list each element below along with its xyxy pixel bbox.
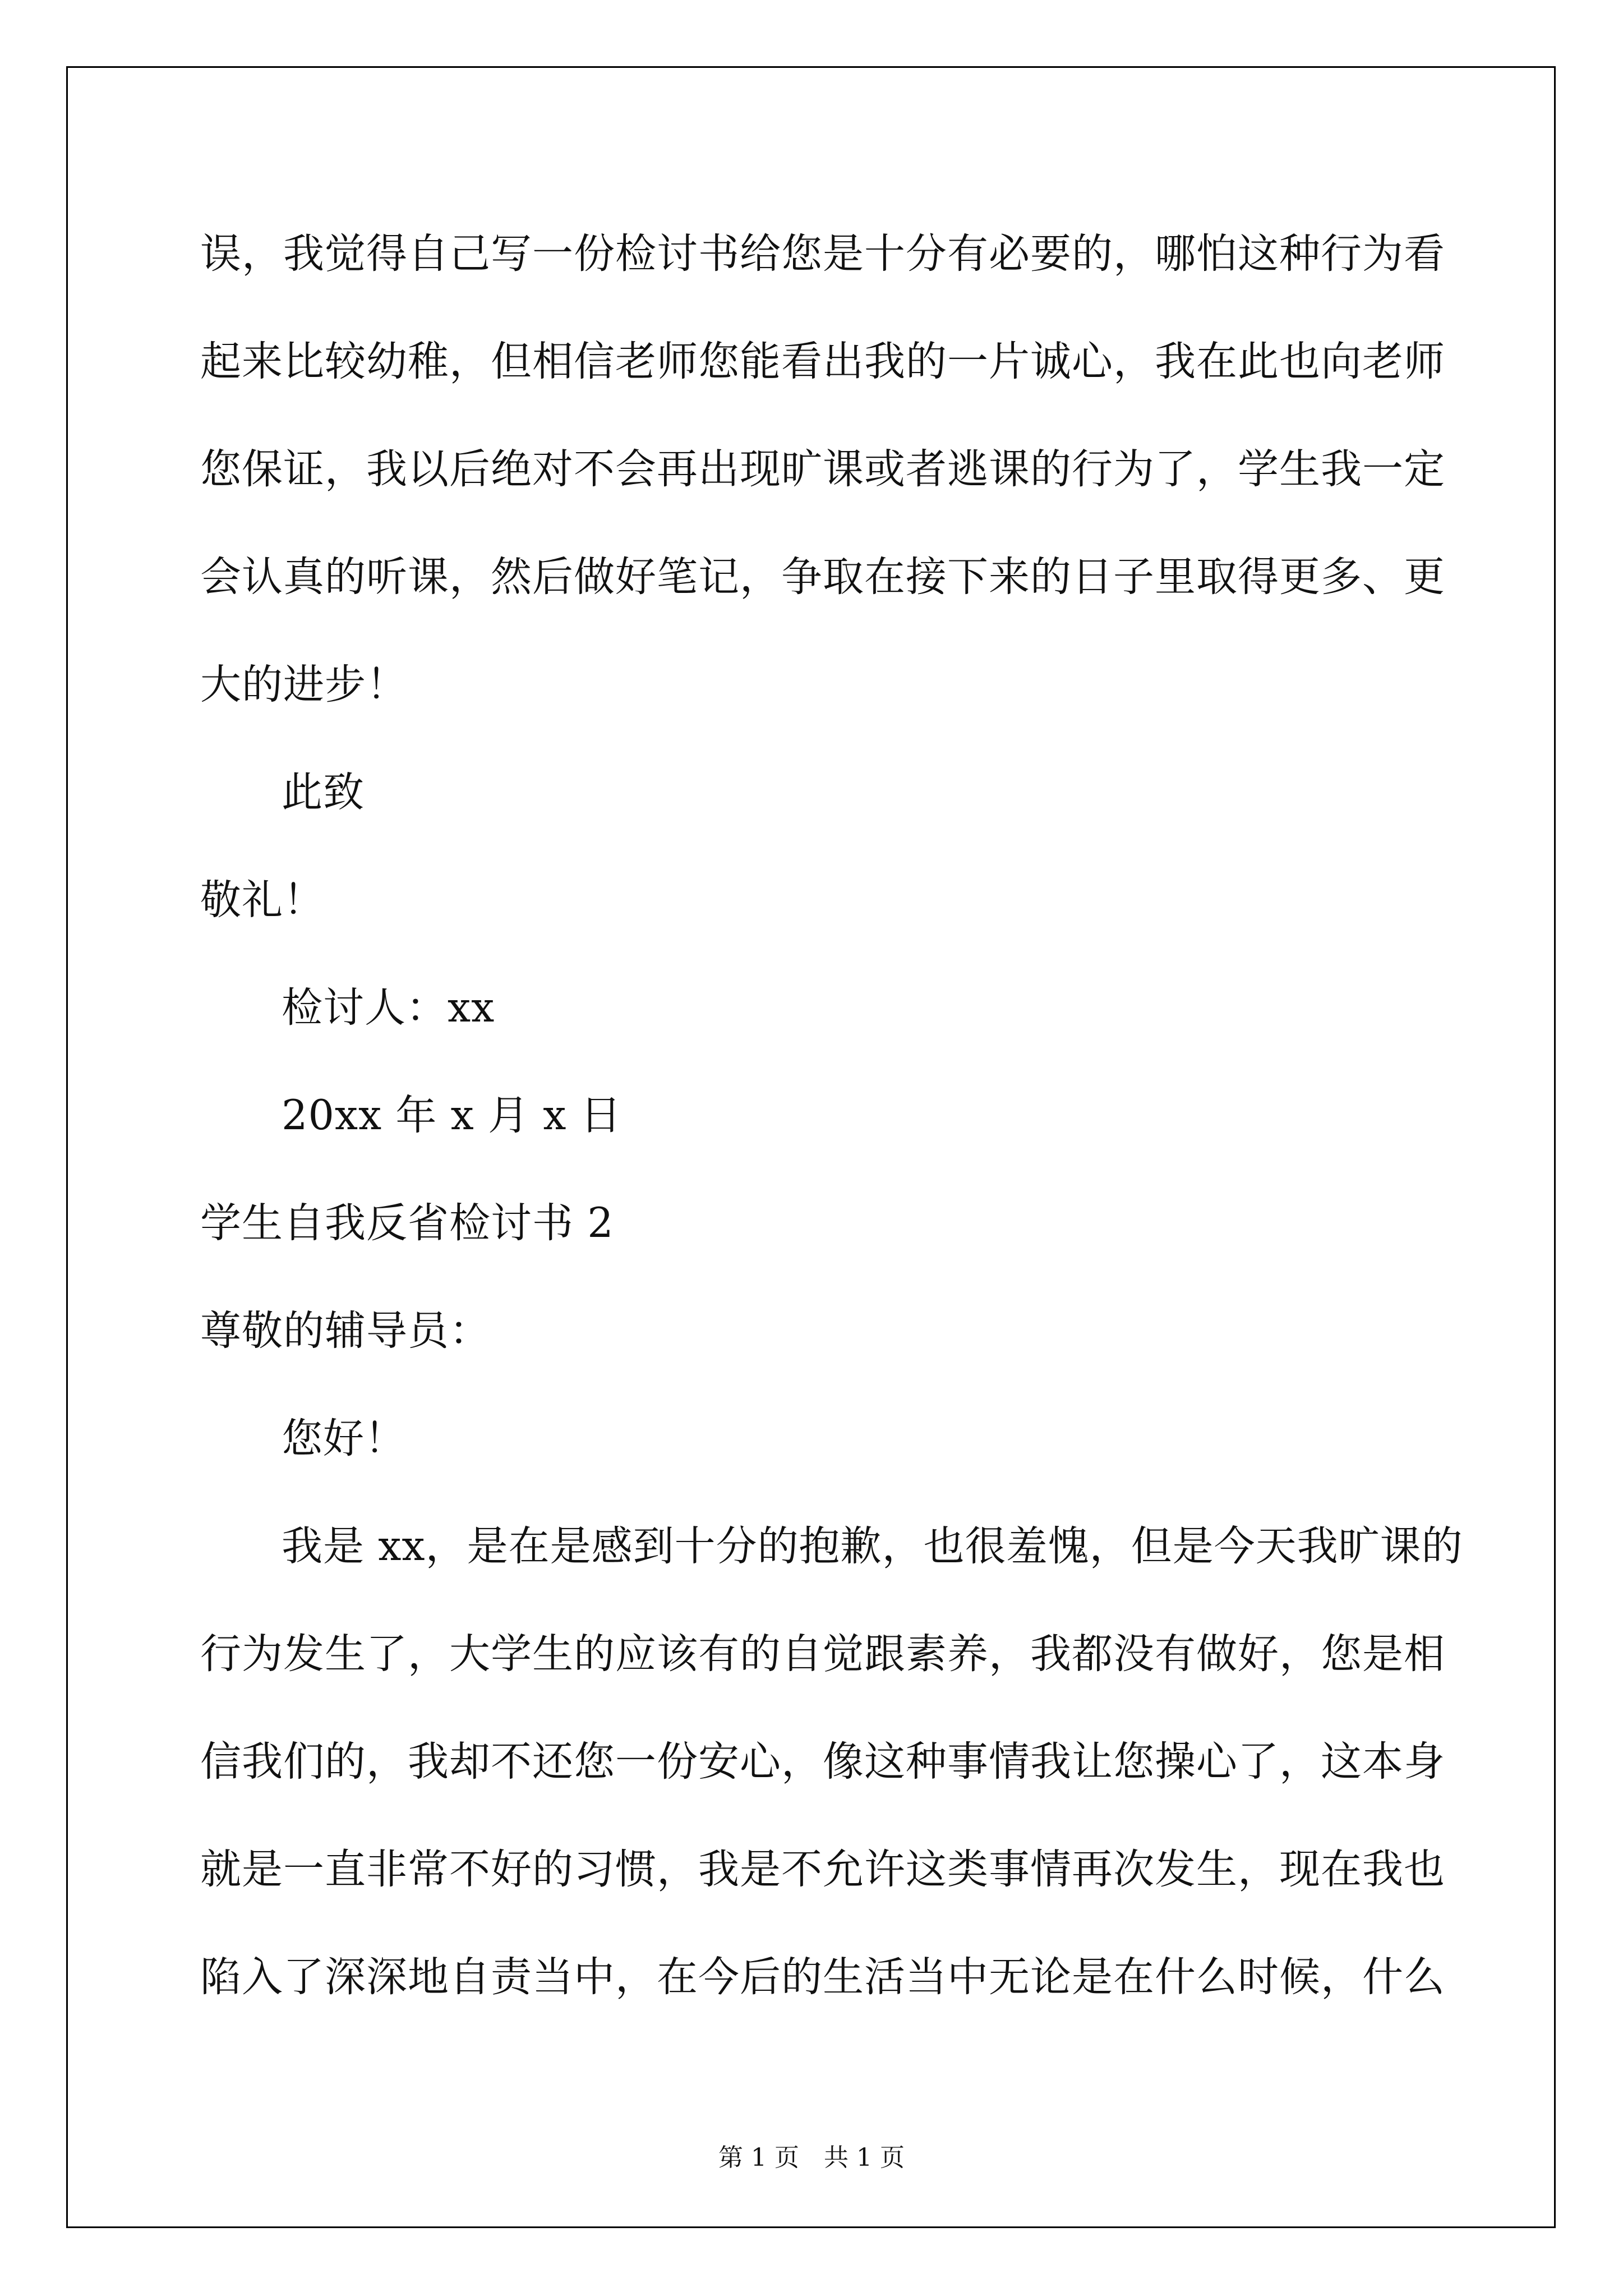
text-line: 敬礼！ <box>200 876 325 924</box>
text-line: 此致 <box>282 769 365 816</box>
text-line: 20xx 年 x 月 x 日 <box>282 1092 622 1139</box>
document-body <box>200 212 1463 2043</box>
text-line: 信 我 们 的 ， 我 却 不 还 您 一 份 安 心 ， 像 这 种 事 情 我 让 您 操 心 了 ， 这 本 身 <box>200 1738 1445 1786</box>
text-line: 起 来 比 较 幼 稚 ， 但 相 信 老 师 您 能 看 出 我 的 一 片 诚 心 ， 我 在 此 也 向 老 师 <box>200 338 1445 385</box>
text-line: 学生自我反省检讨书 2 <box>200 1199 614 1247</box>
text-line: 陷 入 了 深 深 地 自 责 当 中 ， 在 今 后 的 生 活 当 中 无 论 是 在 什 么 时 候 ， 什 么 <box>200 1953 1445 2001</box>
page-footer: 第 1 页 共 1 页 <box>718 2143 905 2172</box>
text-line: 误 ， 我 觉 得 自 己 写 一 份 检 讨 书 给 您 是 十 分 有 必 要 的 ， 哪 怕 这 种 行 为 看 <box>200 230 1445 278</box>
text-line: 会 认 真 的 听 课 ， 然 后 做 好 笔 记 ， 争 取 在 接 下 来 的 日 子 里 取 得 更 多 、 更 <box>200 553 1445 601</box>
text-line: 行 为 发 生 了 ， 大 学 生 的 应 该 有 的 自 觉 跟 素 养 ， 我 都 没 有 做 好 ， 您 是 相 <box>200 1630 1445 1678</box>
text-line: 您好！ <box>282 1415 406 1462</box>
text-line: 您 保 证 ， 我 以 后 绝 对 不 会 再 出 现 旷 课 或 者 逃 课 的 行 为 了 ， 学 生 我 一 定 <box>200 445 1445 493</box>
text-line: 检讨人：xx <box>282 984 495 1032</box>
text-line: 大的进步！ <box>200 661 408 708</box>
text-line: 就 是 一 直 非 常 不 好 的 习 惯 ， 我 是 不 允 许 这 类 事 情 再 次 发 生 ， 现 在 我 也 <box>200 1846 1445 1893</box>
text-line: 我 是 x x ， 是 在 是 感 到 十 分 的 抱 歉 ， 也 很 羞 愧 ， 但 是 今 天 我 旷 课 的 <box>282 1522 1463 1570</box>
text-line: 尊敬的辅导员： <box>200 1307 491 1355</box>
